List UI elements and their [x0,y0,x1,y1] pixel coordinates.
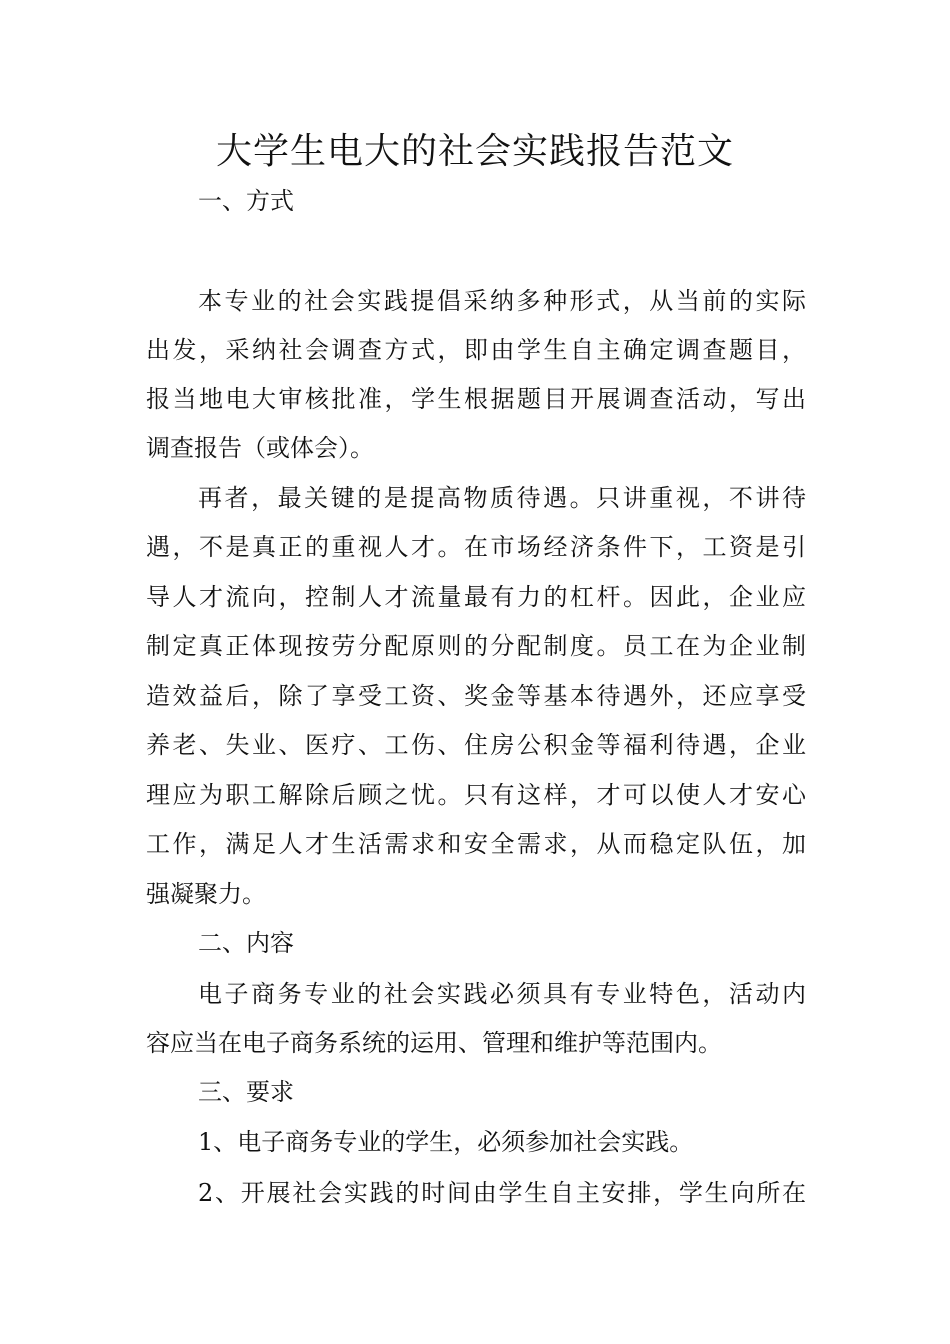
paragraph-line: 理应为职工解除后顾之忧。只有这样，才可以使人才安心 [146,781,806,809]
list-item: 1、电子商务专业的学生，必须参加社会实践。 [198,1128,694,1156]
paragraph-line: 养老、失业、医疗、工伤、住房公积金等福利待遇，企业 [146,731,806,759]
list-item: 2、开展社会实践的时间由学生自主安排，学生向所在 [198,1179,806,1207]
paragraph-line: 容应当在电子商务系统的运用、管理和维护等范围内。 [146,1029,722,1057]
section-heading-requirements: 三、要求 [198,1078,294,1106]
paragraph-line: 强凝聚力。 [146,880,266,908]
paragraph-line: 造效益后，除了享受工资、奖金等基本待遇外，还应享受 [146,682,806,710]
paragraph-line: 再者，最关键的是提高物质待遇。只讲重视，不讲待 [198,484,806,512]
paragraph-line: 遇，不是真正的重视人才。在市场经济条件下，工资是引 [146,533,806,561]
paragraph-line: 调查报告（或体会）。 [146,434,374,462]
paragraph-line: 电子商务专业的社会实践必须具有专业特色，活动内 [198,980,806,1008]
section-heading-content: 二、内容 [198,929,294,957]
paragraph-line: 导人才流向，控制人才流量最有力的杠杆。因此，企业应 [146,583,806,611]
paragraph-line: 工作，满足人才生活需求和安全需求，从而稳定队伍，加 [146,830,806,858]
paragraph-line: 报当地电大审核批准，学生根据题目开展调查活动，写出 [146,385,806,413]
section-heading-method: 一、方式 [198,187,294,215]
paragraph-line: 出发，采纳社会调查方式，即由学生自主确定调查题目， [146,336,806,364]
paragraph-line: 制定真正体现按劳分配原则的分配制度。员工在为企业制 [146,632,806,660]
document-title: 大学生电大的社会实践报告范文 [215,131,734,172]
paragraph-line: 本专业的社会实践提倡采纳多种形式，从当前的实际 [198,287,806,315]
